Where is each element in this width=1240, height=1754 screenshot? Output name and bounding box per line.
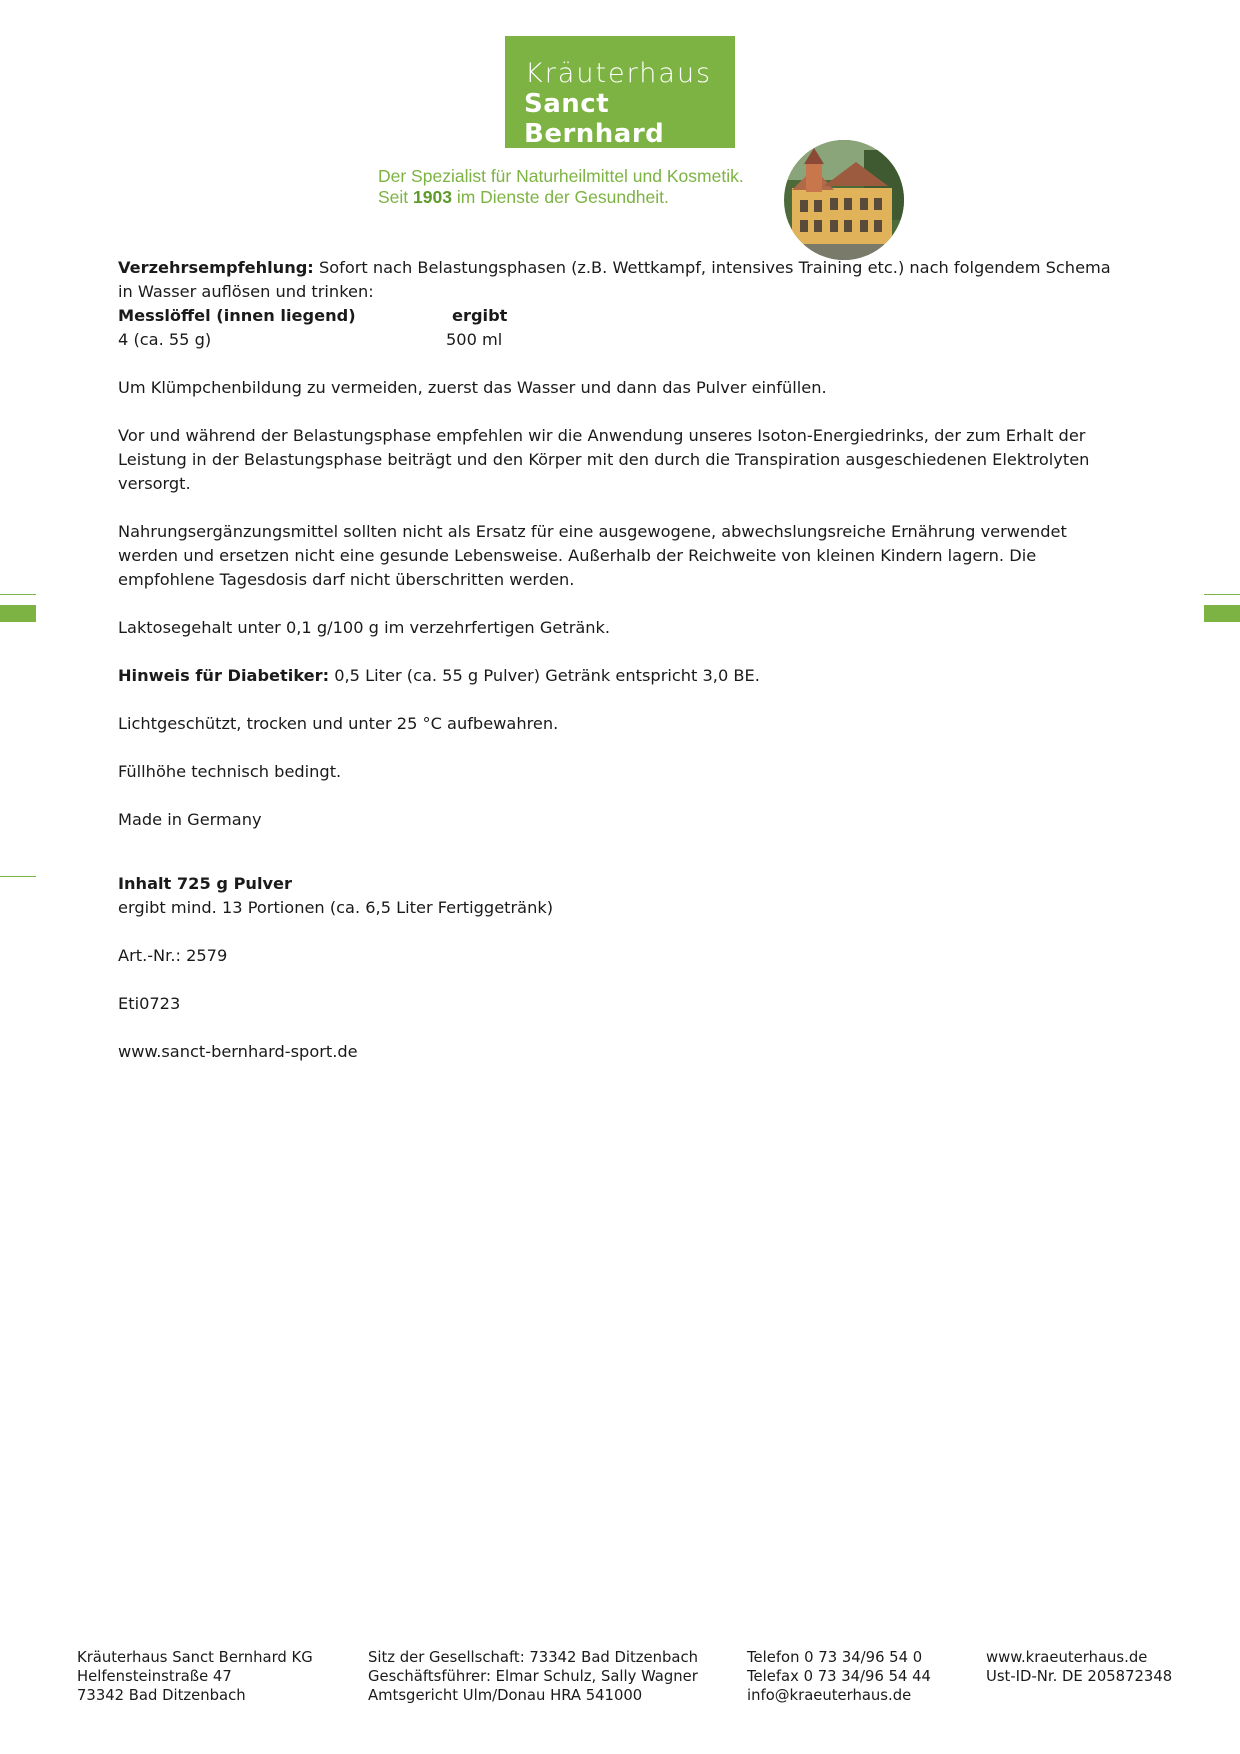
isoton-note: Vor und während der Belastungsphase empfehlen wir die Anwendung unseres Isoton-Energiedrinks, der zum Erhalt der Leistung in der Belastungsphase beiträgt und den Körper mit den durch die Transpiration ausgeschiedenen Elektrolyten versorgt. bbox=[118, 426, 1090, 493]
website-link[interactable]: www.sanct-bernhard-sport.de bbox=[118, 1042, 358, 1061]
logo-line1: Kräuterhaus bbox=[525, 58, 713, 89]
founding-year: 1903 bbox=[413, 187, 452, 207]
fill-note: Füllhöhe technisch bedingt. bbox=[118, 762, 342, 781]
left-bar-mark bbox=[0, 605, 36, 622]
table-cell: 4 (ca. 55 g) bbox=[118, 330, 212, 349]
table-header-cell: ergibt bbox=[452, 306, 508, 325]
footer-line: Ust-ID-Nr. DE 205872348 bbox=[986, 1668, 1173, 1685]
footer-email[interactable]: info@kraeuterhaus.de bbox=[747, 1687, 912, 1704]
product-info bbox=[118, 256, 1128, 1088]
footer-legal bbox=[368, 1648, 698, 1705]
supplement-warning: Nahrungsergänzungsmittel sollten nicht als Ersatz für eine ausgewogene, abwechslungsreiche Ernährung verwendet werden und ersetzen nicht eine gesunde Lebensweise. Außerhalb der Reichweite von kleinen Kindern lagern. Die empfohlene Tagesdosis darf nicht überschritten werden. bbox=[118, 522, 1067, 589]
building-photo bbox=[784, 140, 904, 260]
footer-line: Telefax 0 73 34/96 54 44 bbox=[747, 1668, 931, 1685]
diabetic-text: 0,5 Liter (ca. 55 g Pulver) Getränk entspricht 3,0 BE. bbox=[329, 666, 760, 685]
footer-line: 73342 Bad Ditzenbach bbox=[77, 1687, 246, 1704]
dosage-text: Sofort nach Belastungsphasen (z.B. Wettkampf, intensives Training etc.) nach folgendem Schema in Wasser auflösen und trinken: bbox=[118, 258, 1111, 301]
label-code: Eti0723 bbox=[118, 994, 181, 1013]
footer-line: Amtsgericht Ulm/Donau HRA 541000 bbox=[368, 1687, 643, 1704]
brand-logo bbox=[505, 36, 735, 148]
tagline-line1: Der Spezialist für Naturheilmittel und Kosmetik. bbox=[378, 166, 744, 186]
contents-text: ergibt mind. 13 Portionen (ca. 6,5 Liter Fertiggetränk) bbox=[118, 898, 554, 917]
right-fold-mark bbox=[1204, 594, 1240, 595]
left-punch-mark bbox=[0, 876, 36, 877]
footer-line: Sitz der Gesellschaft: 73342 Bad Ditzenbach bbox=[368, 1649, 699, 1666]
storage-note: Lichtgeschützt, trocken und unter 25 °C aufbewahren. bbox=[118, 714, 559, 733]
footer-line: Kräuterhaus Sanct Bernhard KG bbox=[77, 1649, 313, 1666]
dosage-table-header bbox=[118, 304, 1128, 328]
logo-line2: Sanct Bernhard bbox=[524, 89, 665, 149]
table-cell: 500 ml bbox=[446, 330, 503, 349]
contents-label: Inhalt 725 g Pulver bbox=[118, 874, 293, 893]
right-bar-mark bbox=[1204, 605, 1240, 622]
dosage-label: Verzehrsempfehlung: bbox=[118, 258, 314, 277]
table-header-cell: Messlöffel (innen liegend) bbox=[118, 306, 356, 325]
tagline bbox=[378, 166, 744, 208]
left-fold-mark bbox=[0, 594, 36, 595]
article-number: Art.-Nr.: 2579 bbox=[118, 946, 228, 965]
dosage-recommendation bbox=[118, 256, 1128, 304]
footer-website[interactable]: www.kraeuterhaus.de bbox=[986, 1649, 1148, 1666]
diabetic-label: Hinweis für Diabetiker: bbox=[118, 666, 330, 685]
lumps-note: Um Klümpchenbildung zu vermeiden, zuerst das Wasser und dann das Pulver einfüllen. bbox=[118, 378, 827, 397]
tagline-line2: Seit 1903 im Dienste der Gesundheit. bbox=[378, 187, 669, 207]
lactose-note: Laktosegehalt unter 0,1 g/100 g im verzehrfertigen Getränk. bbox=[118, 618, 611, 637]
footer-line: Helfensteinstraße 47 bbox=[77, 1668, 232, 1685]
footer-line: Geschäftsführer: Elmar Schulz, Sally Wagner bbox=[368, 1668, 698, 1685]
diabetic-note bbox=[118, 664, 1128, 688]
footer-web bbox=[986, 1648, 1172, 1686]
footer-contact bbox=[747, 1648, 931, 1705]
footer-company bbox=[77, 1648, 313, 1705]
origin-note: Made in Germany bbox=[118, 810, 262, 829]
table-row bbox=[118, 328, 1128, 352]
footer-line: Telefon 0 73 34/96 54 0 bbox=[747, 1649, 923, 1666]
